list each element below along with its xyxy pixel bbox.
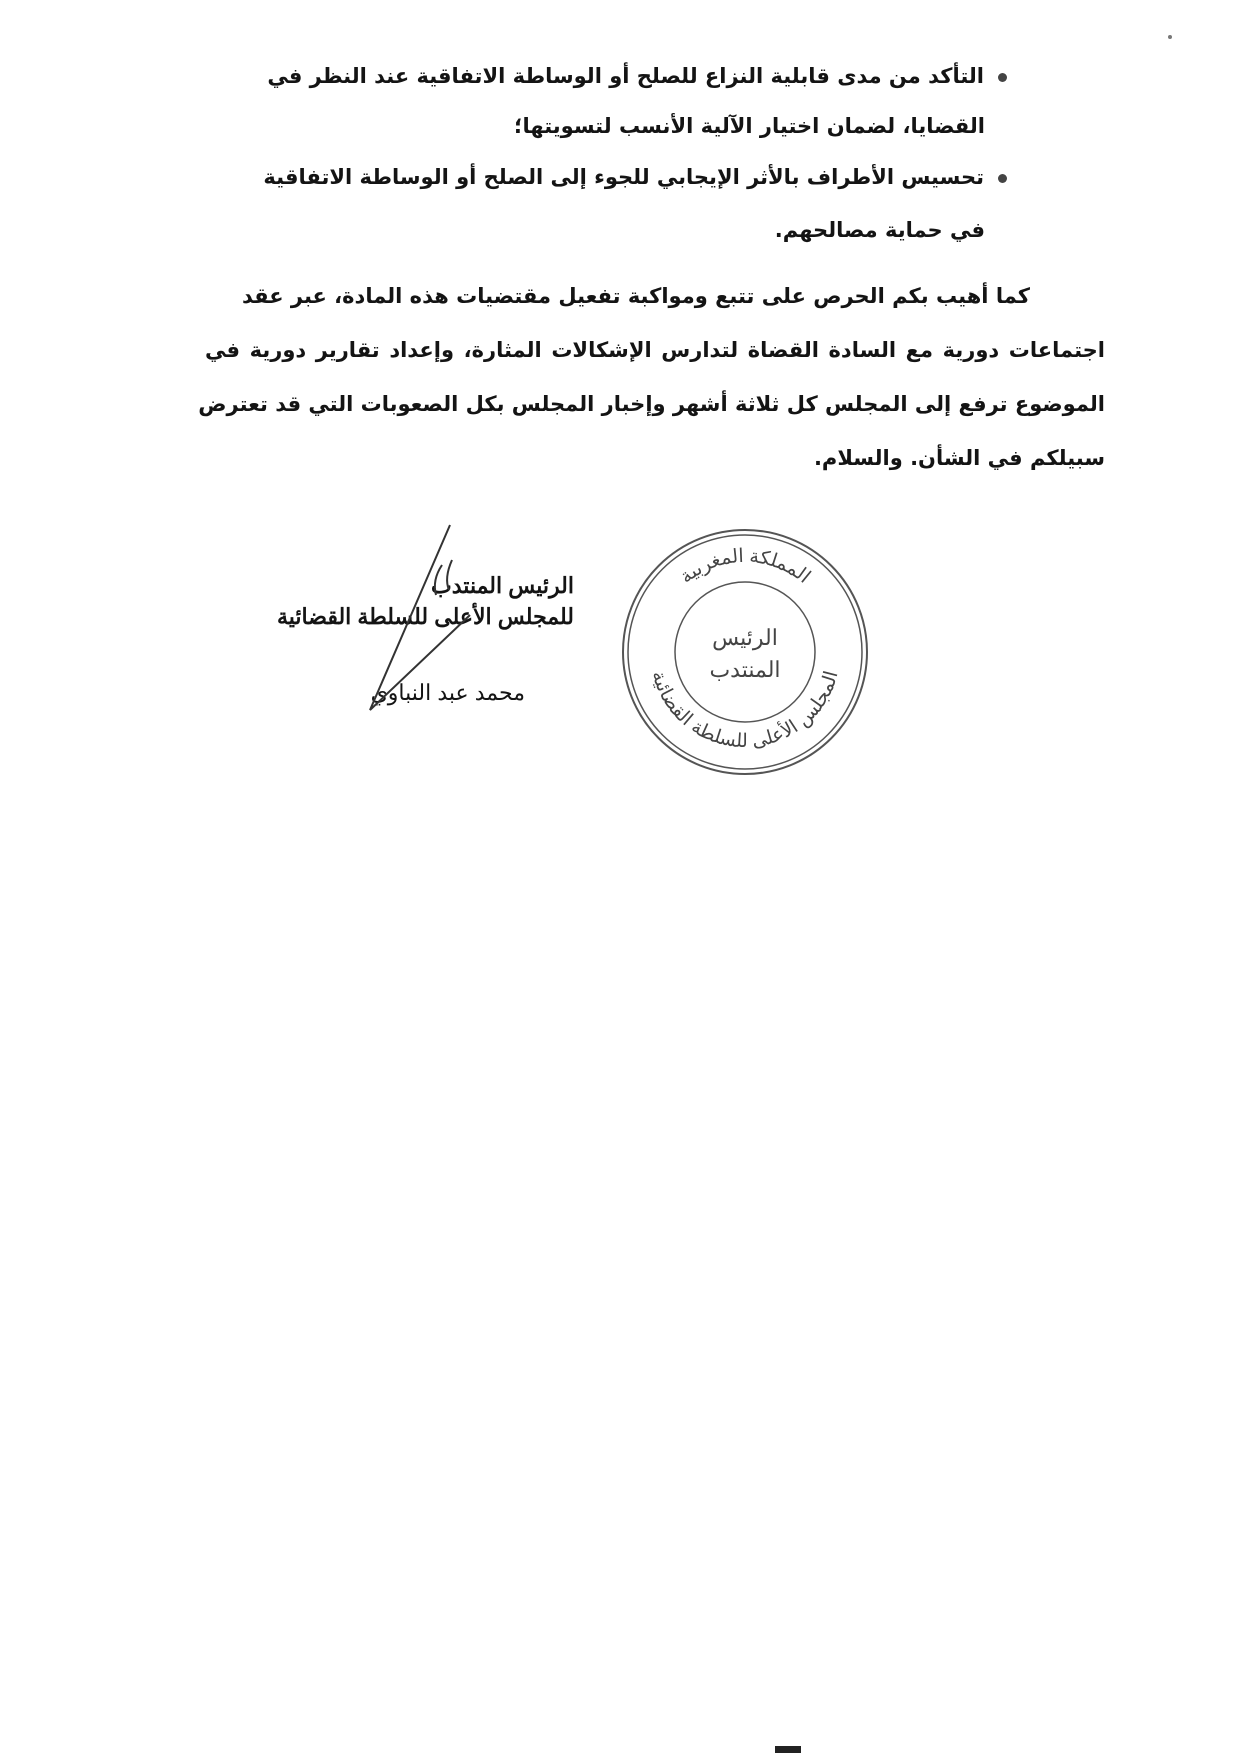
handwritten-signature bbox=[330, 520, 490, 720]
stamp-center-line-2: المنتدب bbox=[709, 657, 781, 682]
paragraph-line-1: كما أهيب بكم الحرص على تتبع ومواكبة تفعيل مقتضيات هذه المادة، عبر عقد bbox=[241, 284, 1030, 308]
signature-title: الرئيس المنتدب bbox=[431, 573, 574, 598]
bullet-item-2-line-2: في حماية مصالحهم. bbox=[774, 218, 985, 242]
page-number-mark bbox=[775, 1746, 801, 1753]
bullet-icon bbox=[998, 174, 1007, 183]
bullet-item-1-line-2: القضايا، لضمان اختيار الآلية الأنسب لتسويتها؛ bbox=[514, 114, 985, 138]
paragraph-line-2: اجتماعات دورية مع السادة القضاة لتدارس الإشكالات المثارة، وإعداد تقارير دورية في bbox=[205, 338, 1105, 362]
bullet-item-1-line-1 bbox=[267, 64, 1007, 88]
stamp-center-line-1: الرئيس bbox=[712, 625, 778, 650]
signature-name: محمد عبد النباوي bbox=[370, 680, 525, 705]
bullet-icon bbox=[998, 73, 1007, 82]
stamp-outer-bottom: المجلس الأعلى للسلطة القضائية bbox=[647, 668, 843, 753]
paragraph-line-3: الموضوع ترفع إلى المجلس كل ثلاثة أشهر وإخبار المجلس بكل الصعوبات التي قد تعترض bbox=[198, 392, 1105, 416]
bullet-text: تحسيس الأطراف بالأثر الإيجابي للجوء إلى الصلح أو الوساطة الاتفاقية bbox=[263, 165, 984, 189]
signature-institution: للمجلس الأعلى للسلطة القضائية bbox=[277, 604, 574, 629]
official-stamp bbox=[620, 527, 870, 777]
stamp-outer-top: المملكة المغربية bbox=[676, 545, 815, 588]
bullet-text: التأكد من مدى قابلية النزاع للصلح أو الوساطة الاتفاقية عند النظر في bbox=[267, 64, 984, 88]
scan-speck bbox=[1168, 35, 1172, 39]
paragraph-line-4: سبيلكم في الشأن. والسلام. bbox=[813, 446, 1105, 470]
bullet-item-2-line-1 bbox=[263, 165, 1007, 189]
